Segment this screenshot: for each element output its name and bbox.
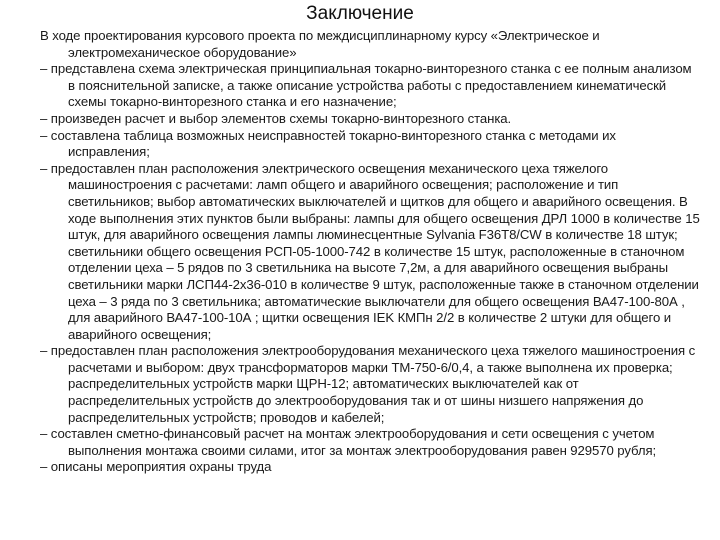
list-item-equipment-plan: – предоставлен план расположения электрооборудования механического цеха тяжелого машиностроения с расчетами и выбором: двух трансформаторов марки ТМ-750-6/0,4, а также выполнена их проверка; распределительных устройств марки ЩРН-12; автоматических выключателей как от распределительных устройств до электрооборудования так и от шины низшего напряжения до распределительных устройств; проводов и кабелей; bbox=[40, 343, 696, 425]
list-item-scheme: – представлена схема электрическая принципиальная токарно-винторезного станка с ее полным анализом в пояснительной записке, а также описание устройства работы с предоставлением кинематическй схемы токарно-винторезного станка и его назначение; bbox=[40, 61, 692, 110]
list-item-faults-table: – составлена таблица возможных неисправностей токарно-винторезного станка с методами их исправления; bbox=[40, 127, 616, 160]
slide-title: Заключение bbox=[306, 3, 414, 24]
list-item-safety: – описаны мероприятия охраны труда bbox=[40, 459, 272, 475]
list-item-estimate: – составлен сметно-финансовый расчет на монтаж электрооборудования и сети освещения с учетом выполнения монтажа своими силами, итог за монтаж электрооборудования равен 929570 рубля; bbox=[40, 426, 657, 458]
list-item-calculation: – произведен расчет и выбор элементов схемы токарно-винторезного станка. bbox=[40, 110, 512, 126]
paragraph-intro: В ходе проектирования курсового проекта по междисциплинарному курсу «Электрическое и электромеханическое оборудование» bbox=[40, 28, 600, 60]
list-item-lighting-plan: – предоставлен план расположения электрического освещения механического цеха тяжелого машиностроения с расчетами: ламп общего и аварийного освещения; расположение и тип светильников; выбор автоматических выключателей и щитков для общего и аварийного освещения. В ходе выполнения этих пунктов были выбраны: лампы для общего освещения ДРЛ 1000 в количестве 15 штук, для аварийного освещения лампы люминесцентные Sylvania F36T8/CW в количестве 18 штук; светильники общего освещения РСП-05-1000-742 в количестве 15 штук, расположенные в станочном отделении цеха – 5 рядов по 3 светильника на высоте 7,2м, а для аварийного освещения выбраны светильники марки ЛСП44-2х36-010 в количестве 9 штук, расположенные также в станочном отделении цеха – 3 ряда по 3 светильника; автоматические выключатели для общего освещения ВА47-100-80А , для аварийного ВА47-100-10А ; щитки освещения IEK КМПн 2/2 в количестве 2 штуки для общего и аварийного освещения; bbox=[40, 160, 700, 342]
conclusion-body bbox=[40, 28, 700, 476]
